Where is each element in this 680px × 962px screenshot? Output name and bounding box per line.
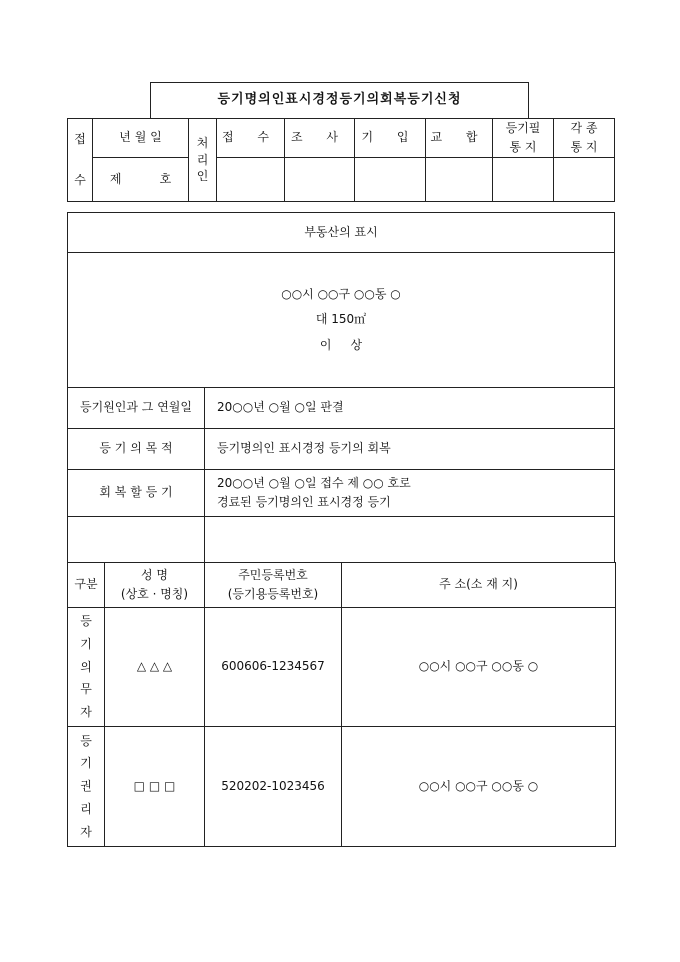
receipt-column-cell xyxy=(553,157,615,202)
party-name: □ □ □ xyxy=(104,726,205,847)
party-type: 등 기 권 리 자 xyxy=(67,726,105,847)
party-id: 600606-1234567 xyxy=(204,607,342,727)
receipt-column-cell xyxy=(284,157,355,202)
party-address: ○○시 ○○구 ○○동 ○ xyxy=(341,607,616,727)
party-id: 520202-1023456 xyxy=(204,726,342,847)
receipt-label xyxy=(67,118,93,202)
party-column-header: 구분 xyxy=(67,562,105,608)
party-type: 등 기 의 무 자 xyxy=(67,607,105,727)
party-column-header: 주 소(소 재 지) xyxy=(341,562,616,608)
receipt-column-header: 조 사 xyxy=(284,118,355,158)
receipt-column-header: 각 종 통 지 xyxy=(553,118,615,158)
handler-char: 처 xyxy=(196,135,209,150)
receipt-column-cell xyxy=(492,157,554,202)
receipt-column-header: 등기필 통 지 xyxy=(492,118,554,158)
receipt-column-header: 교 합 xyxy=(425,118,493,158)
property-line: 이 상 xyxy=(319,337,363,352)
receipt-column-header: 기 입 xyxy=(354,118,426,158)
row-value: 20○○년 ○월 ○일 판결 xyxy=(204,387,615,429)
date-label: 년 월 일 xyxy=(92,118,189,158)
receipt-column-cell xyxy=(425,157,493,202)
number-label: 제 호 xyxy=(92,157,189,202)
property-line: ○○시 ○○구 ○○동 ○ xyxy=(281,287,401,302)
handler-char: 리 xyxy=(196,152,209,167)
row-value xyxy=(204,516,615,563)
party-column-header: 성 명 (상호 · 명칭) xyxy=(104,562,205,608)
row-label: 등기원인과 그 연월일 xyxy=(67,387,205,429)
party-address: ○○시 ○○구 ○○동 ○ xyxy=(341,726,616,847)
property-header: 부동산의 표시 xyxy=(67,212,615,253)
property-description xyxy=(67,252,615,388)
receipt-column-cell xyxy=(216,157,285,202)
row-label: 회 복 할 등 기 xyxy=(67,469,205,517)
receipt-column-header: 접 수 xyxy=(216,118,285,158)
row-value: 20○○년 ○월 ○일 접수 제 ○○ 호로 경료된 등기명의인 표시경정 등기 xyxy=(204,469,615,517)
handler-label xyxy=(188,118,217,202)
party-name: △ △ △ xyxy=(104,607,205,727)
party-column-header: 주민등록번호 (등기용등록번호) xyxy=(204,562,342,608)
receipt-column-cell xyxy=(354,157,426,202)
receipt-char: 수 xyxy=(74,173,86,187)
row-label xyxy=(67,516,205,563)
handler-char: 인 xyxy=(196,169,209,184)
row-label: 등 기 의 목 적 xyxy=(67,428,205,470)
property-line: 대 150㎡ xyxy=(315,312,367,327)
receipt-char: 접 xyxy=(74,131,86,146)
form-title: 등기명의인표시경정등기의회복등기신청 xyxy=(150,82,529,119)
row-value: 등기명의인 표시경정 등기의 회복 xyxy=(204,428,615,470)
